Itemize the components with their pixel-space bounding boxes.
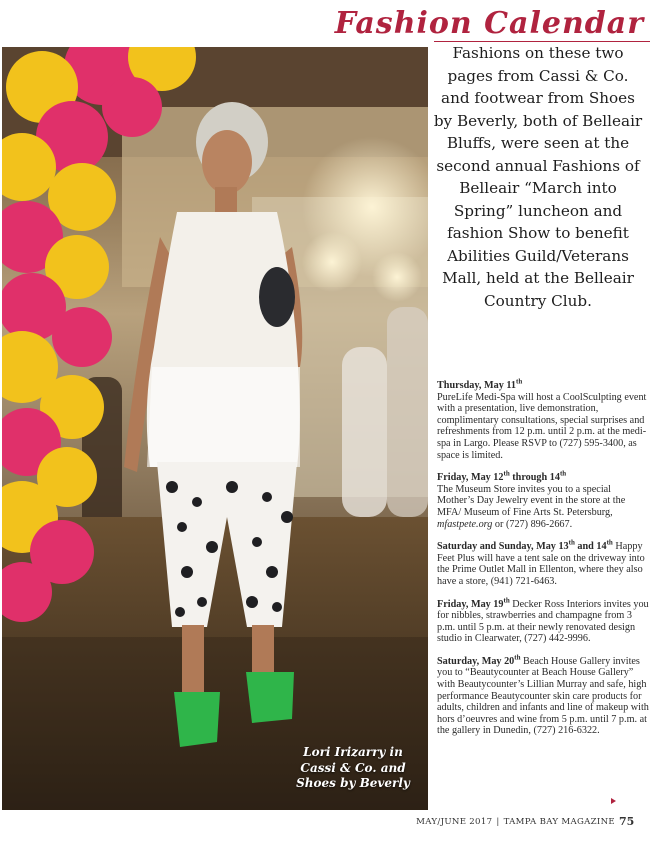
event-date: Saturday, May 20th (437, 653, 521, 667)
event-list (437, 377, 649, 748)
fashion-photo (2, 47, 428, 810)
clutch-bag (259, 267, 295, 327)
event-item (437, 377, 649, 461)
section-title: Fashion Calendar (334, 6, 644, 41)
photo-caption (292, 745, 414, 792)
page-footer (360, 817, 615, 827)
event-date: Saturday and Sunday, May 13th and 14th (437, 538, 613, 553)
issue-date: MAY/JUNE 2017 (416, 817, 493, 827)
continue-arrow-icon (611, 798, 616, 804)
event-item (437, 469, 649, 530)
caption-line: Cassi & Co. and (300, 760, 406, 775)
caption-line: Lori Irizarry in (303, 745, 403, 759)
event-item (437, 538, 649, 587)
event-item (437, 596, 649, 645)
page-number: 75 (619, 815, 635, 828)
event-date: Friday, May 19th (437, 596, 510, 610)
photo-illustration (2, 47, 428, 810)
event-date: Thursday, May 11th (437, 377, 523, 391)
event-url[interactable]: mfastpete.org (437, 518, 493, 530)
green-wedge-shoe-left (174, 692, 220, 747)
intro-paragraph: Fashions on these two pages from Cassi & Co. and footwear from Shoes by Beverly, both of Belleair Bluffs, were seen at the second annual Fashions of Belleair “March into Spring” luncheon and fashion Show to benefit Abilities Guild/Veterans Mall, held at the Belleair Country Club. (433, 44, 643, 310)
event-description: The Museum Store invites you to a special Mother’s Day Jewelry event in the store at the MFA/ Museum of Fine Arts St. Petersburg, mfastpete.org or (727) 896-2667. (437, 483, 626, 530)
event-description: Decker Ross Interiors invites you for nibbles, strawberries and champagne from 3 p.m. until 5 p.m. at their newly renovated design studio in Clearwater, (727) 442-9996. (437, 598, 649, 645)
magazine-name: TAMPA BAY MAGAZINE (503, 817, 615, 827)
event-description: PureLife Medi-Spa will host a CoolSculpting event with a presentation, live demonstration, complimentary consultations, special surprises and refreshments from 12 p.m. until 2 p.m. at the medi-spa in Largo. Please RSVP to (727) 595-3400, as space is limited. (437, 391, 647, 461)
event-item (437, 653, 649, 737)
event-description: Happy Feet Plus will have a tent sale on the driveway into the Prime Outlet Mall in Ellenton, where they also have a store, (941) 721-6463. (437, 541, 645, 587)
footer-separator: | (496, 817, 500, 827)
caption-line: Shoes by Beverly (296, 776, 410, 790)
event-description: Beach House Gallery invites you to “Beautycounter at Beach House Gallery” with Beautycounter’s Lillian Murray and safe, high performance Beautycounter skin care products for adults, children and infants and line of makeup with hors d’oeuvres and wine from 5 p.m. until 7 p.m. at the gallery in Dunedin, (727) 216-6322. (437, 655, 649, 737)
green-wedge-shoe-right (246, 672, 294, 723)
event-date: Friday, May 12th through 14th (437, 469, 567, 484)
